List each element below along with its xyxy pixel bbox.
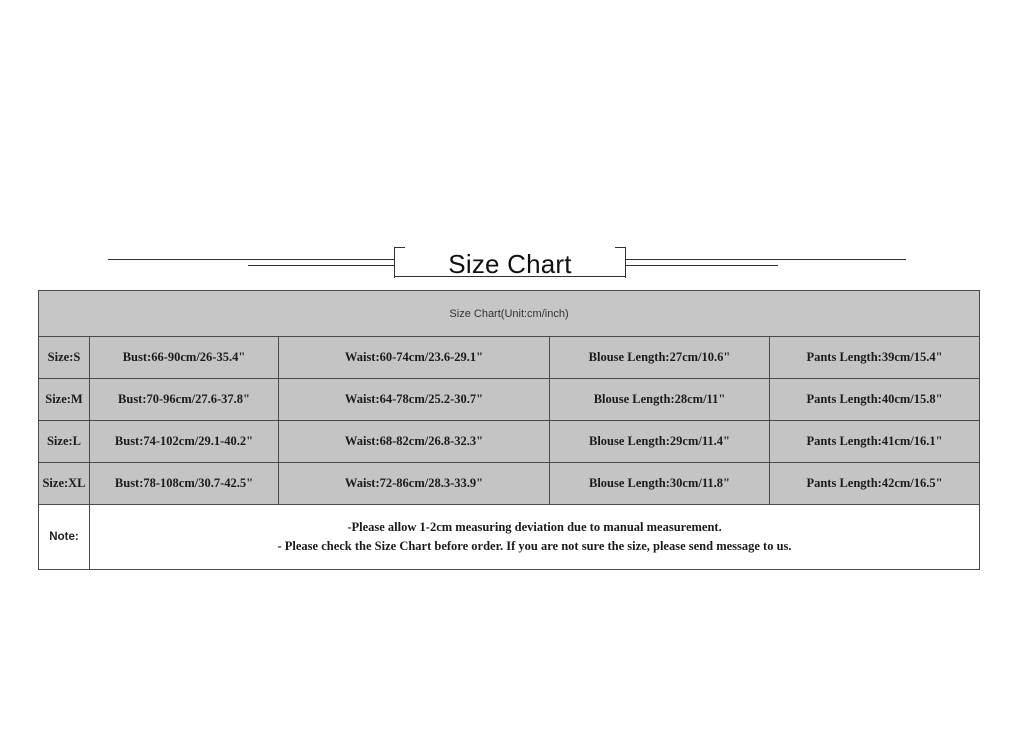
note-row	[39, 505, 980, 570]
table-caption-row	[39, 291, 980, 337]
size-label-cell: Size:M	[39, 379, 90, 421]
size-label-cell: Size:L	[39, 421, 90, 463]
pants-length-cell: Pants Length:41cm/16.1"	[770, 421, 980, 463]
note-line: -Please allow 1-2cm measuring deviation due to manual measurement.	[347, 520, 722, 534]
bust-cell: Bust:66-90cm/26-35.4"	[90, 337, 279, 379]
table-row	[39, 421, 980, 463]
waist-cell: Waist:60-74cm/23.6-29.1"	[279, 337, 550, 379]
size-label-cell: Size:S	[39, 337, 90, 379]
bust-cell: Bust:78-108cm/30.7-42.5"	[90, 463, 279, 505]
waist-cell: Waist:64-78cm/25.2-30.7"	[279, 379, 550, 421]
blouse-length-cell: Blouse Length:28cm/11"	[550, 379, 770, 421]
table-row	[39, 463, 980, 505]
blouse-length-cell: Blouse Length:27cm/10.6"	[550, 337, 770, 379]
waist-cell: Waist:68-82cm/26.8-32.3"	[279, 421, 550, 463]
title-rule-right-long	[626, 259, 906, 260]
title-rule-right-short	[626, 265, 778, 266]
bust-cell: Bust:70-96cm/27.6-37.8"	[90, 379, 279, 421]
table-row	[39, 379, 980, 421]
pants-length-cell: Pants Length:39cm/15.4"	[770, 337, 980, 379]
table-row	[39, 337, 980, 379]
size-chart-table	[38, 290, 980, 570]
note-label: Note:	[39, 505, 90, 570]
bust-cell: Bust:74-102cm/29.1-40.2"	[90, 421, 279, 463]
note-line: - Please check the Size Chart before order. If you are not sure the size, please send message to us.	[277, 539, 792, 553]
size-label-cell: Size:XL	[39, 463, 90, 505]
note-text	[90, 505, 980, 570]
title-rule-left-short	[248, 265, 394, 266]
pants-length-cell: Pants Length:42cm/16.5"	[770, 463, 980, 505]
title-rule-left-long	[108, 259, 394, 260]
blouse-length-cell: Blouse Length:30cm/11.8"	[550, 463, 770, 505]
title-block	[0, 245, 1024, 279]
pants-length-cell: Pants Length:40cm/15.8"	[770, 379, 980, 421]
waist-cell: Waist:72-86cm/28.3-33.9"	[279, 463, 550, 505]
page-title: Size Chart	[448, 249, 572, 279]
table-caption: Size Chart(Unit:cm/inch)	[39, 291, 980, 337]
title-frame	[394, 247, 626, 277]
blouse-length-cell: Blouse Length:29cm/11.4"	[550, 421, 770, 463]
